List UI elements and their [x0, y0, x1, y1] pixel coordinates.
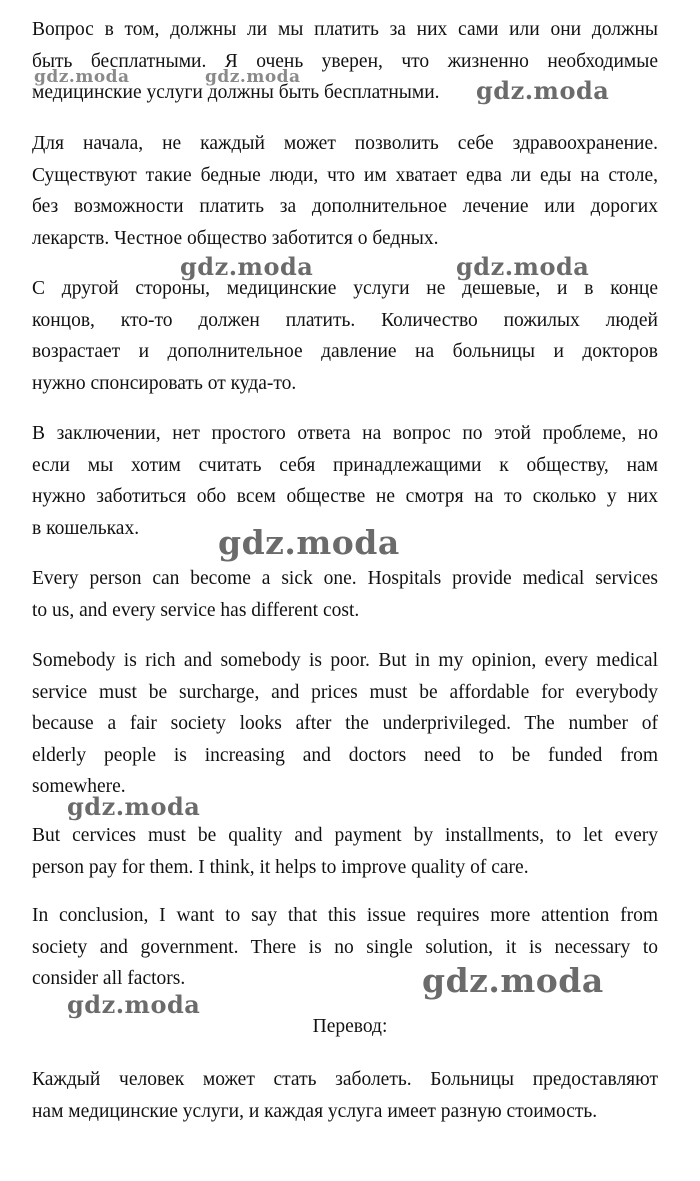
paragraph-ru-translation [32, 1064, 658, 1127]
text-line: лекарств. Честное общество заботится о бедных. [32, 227, 439, 249]
text-line: But cervices must be quality and payment by installments, to let every [32, 825, 658, 846]
paragraph-ru-2 [32, 128, 658, 254]
text-line: возрастает и дополнительное давление на больницы и докторов [32, 341, 658, 362]
text-line: если мы хотим считать себя принадлежащими к обществу, нам [32, 454, 658, 476]
text-line: без возможности платить за дополнительное лечение или дорогих [32, 196, 658, 217]
text-line: elderly people is increasing and doctors need to be funded from [32, 744, 658, 766]
watermark: gdz.moda [218, 523, 400, 562]
text-line: service must be surcharge, and prices must be affordable for everybody [32, 681, 658, 703]
text-line: Для начала, не каждый может позволить себе здравоохранение. [32, 133, 658, 154]
text-line: Вопрос в том, должны ли мы платить за них сами или они должны [32, 19, 658, 40]
text-line: быть бесплатными. Я очень уверен, что жизненно необходимые [32, 50, 658, 72]
watermark: gdz.moda [180, 252, 314, 281]
watermark: gdz.moda [67, 990, 201, 1019]
text-line: Somebody is rich and somebody is poor. But in my opinion, every medical [32, 650, 658, 671]
text-line: С другой стороны, медицинские услуги не дешевые, и в конце [32, 278, 658, 299]
paragraph-ru-3 [32, 273, 658, 399]
text-line: концов, кто-то должен платить. Количество пожилых людей [32, 309, 658, 331]
watermark: gdz.moda [476, 76, 610, 105]
text-line: медицинские услуги должны быть бесплатными. [32, 82, 440, 103]
text-line: to us, and every service has different cost. [32, 599, 360, 621]
text-line: somewhere. [32, 776, 126, 797]
watermark: gdz.moda [422, 961, 604, 1000]
text-line: Существуют такие бедные люди, что им хватает едва ли еды на столе, [32, 164, 658, 186]
text-line: нужно заботиться обо всем обществе не смотря на то сколько у них [32, 486, 658, 507]
text-line: society and government. There is no single solution, it is necessary to [32, 936, 658, 958]
text-line: нам медицинские услуги, и каждая услуга имеет разную стоимость. [32, 1100, 598, 1122]
text-line: In conclusion, I want to say that this issue requires more attention from [32, 905, 658, 926]
text-line: because a fair society looks after the underprivileged. The number of [32, 713, 658, 734]
watermark: gdz.moda [67, 792, 201, 821]
paragraph-en-2 [32, 645, 658, 803]
text-line: person pay for them. I think, it helps to improve quality of care. [32, 856, 529, 878]
translation-heading: Перевод: [312, 1016, 388, 1037]
paragraph-en-1 [32, 563, 658, 626]
text-line: consider all factors. [32, 968, 186, 989]
watermark: gdz.moda [34, 67, 130, 87]
watermark: gdz.moda [205, 67, 301, 87]
text-line: Каждый человек может стать заболеть. Больницы предоставляют [32, 1069, 658, 1090]
paragraph-en-3 [32, 820, 658, 883]
text-line: В заключении, нет простого ответа на вопрос по этой проблеме, но [32, 423, 658, 444]
text-line: Every person can become a sick one. Hospitals provide medical services [32, 568, 658, 589]
text-line: нужно спонсировать от куда-то. [32, 372, 297, 394]
watermark: gdz.moda [456, 252, 590, 281]
text-line: в кошельках. [32, 517, 140, 539]
